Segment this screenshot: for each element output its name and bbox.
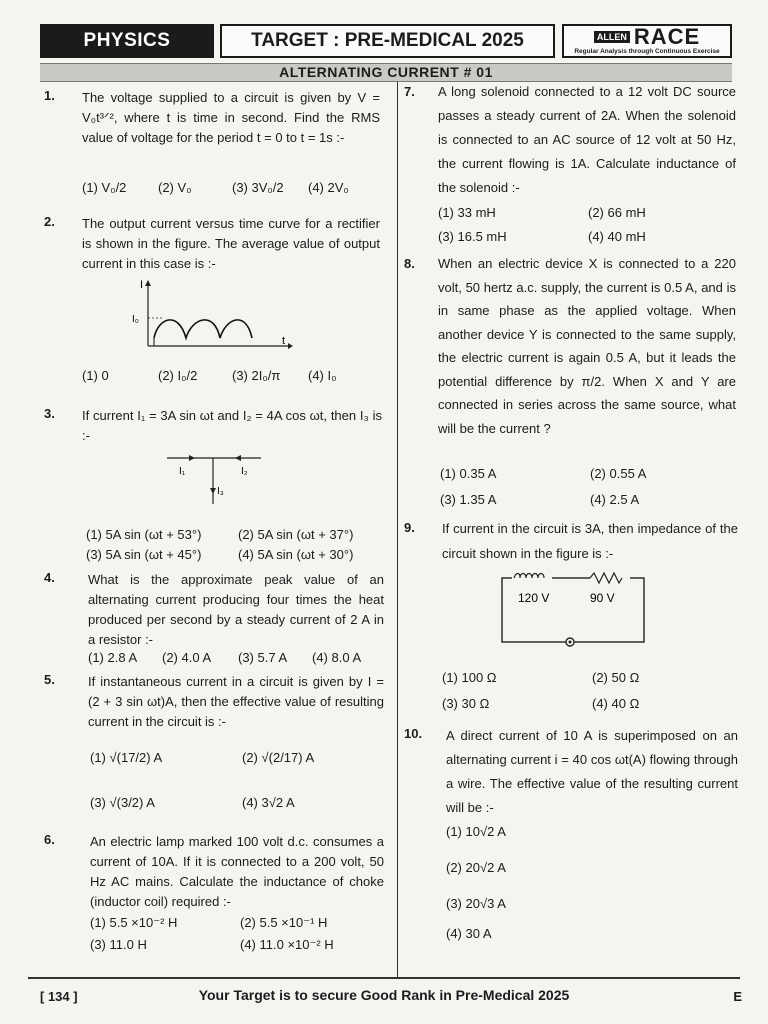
axis-label-t: t: [282, 335, 286, 347]
options: [438, 205, 738, 249]
option[interactable]: (2) 0.55 A: [590, 466, 647, 481]
label-i3: I₃: [217, 486, 224, 497]
question-number: 10.: [404, 726, 423, 741]
label-i2: I₂: [241, 466, 248, 477]
question-text: A long solenoid connected to a 12 volt DC source passes a steady current of 2A. When the solenoid is connected to an AC source of 12 volt at 50 Hz, the current flowing is 1A. Calculate inductance of the solenoid :-: [438, 84, 736, 195]
option[interactable]: (1) V₀/2: [82, 180, 127, 195]
options: [440, 466, 740, 510]
junction-diagram: [165, 448, 265, 508]
footer-divider: [28, 977, 740, 979]
question-text: If current in the circuit is 3A, then impedance of the circuit shown in the figure is :-: [442, 521, 738, 561]
options: [446, 824, 646, 944]
option[interactable]: (1) 0.35 A: [440, 466, 497, 481]
inductor-voltage: 120 V: [518, 591, 550, 605]
options: [82, 178, 382, 204]
option[interactable]: (2) 5A sin (ωt + 37°): [238, 527, 354, 542]
option[interactable]: (3) 1.35 A: [440, 492, 497, 507]
option[interactable]: (2) 66 mH: [588, 205, 646, 220]
option[interactable]: (1) 10√2 A: [446, 824, 506, 839]
option[interactable]: (1) 33 mH: [438, 205, 496, 220]
race-wordmark: RACE: [633, 24, 701, 49]
options: [88, 650, 388, 670]
option[interactable]: (3) 5A sin (ωt + 45°): [86, 547, 202, 562]
level-label: I₀: [132, 314, 139, 325]
question-number: 6.: [44, 832, 55, 847]
subject-label: PHYSICS: [40, 24, 214, 58]
option[interactable]: (4) 2V₀: [308, 180, 349, 195]
option[interactable]: (4) I₀: [308, 368, 337, 383]
question-text: If current I₁ = 3A sin ωt and I₂ = 4A cos ωt, then I₃ is :-: [82, 408, 382, 443]
footer-motto: Your Target is to secure Good Rank in Pre-Medical 2025: [198, 987, 570, 1003]
question-text: The output current versus time curve for a rectifier is shown in the figure. The average value of output current in this case is :-: [82, 216, 380, 271]
page-number: [ 134 ]: [40, 989, 78, 1004]
target-title: TARGET : PRE-MEDICAL 2025: [220, 24, 555, 58]
option[interactable]: (2) 5.5 ×10⁻¹ H: [240, 915, 328, 930]
option[interactable]: (3) 30 Ω: [442, 696, 490, 711]
question-number: 3.: [44, 406, 55, 421]
option[interactable]: (4) 40 Ω: [592, 696, 640, 711]
option[interactable]: (4) 30 A: [446, 926, 492, 941]
option[interactable]: (3) 3V₀/2: [232, 180, 284, 195]
question-text: What is the approximate peak value of an alternating current producing four times the heat produced per second by a steady current of 2 A in a resistor :-: [88, 572, 384, 647]
option[interactable]: (2) √(2/17) A: [242, 750, 315, 765]
option[interactable]: (1) √(17/2) A: [90, 750, 163, 765]
axis-label-i: I: [140, 279, 144, 291]
brand-tagline: Regular Analysis through Continuous Exercise: [574, 48, 720, 55]
brand-logo: [562, 24, 732, 58]
resistor-voltage: 90 V: [590, 591, 615, 605]
option[interactable]: (1) 2.8 A: [88, 650, 138, 665]
option[interactable]: (2) 4.0 A: [162, 650, 212, 665]
question-text: A direct current of 10 A is superimposed on an alternating current i = 40 cos ωt(A) flowing through a wire. The effective value of the resulting current will be :-: [446, 728, 738, 815]
option[interactable]: (4) 2.5 A: [590, 492, 640, 507]
option[interactable]: (4) 5A sin (ωt + 30°): [238, 547, 354, 562]
option[interactable]: (4) 11.0 ×10⁻² H: [240, 937, 334, 952]
question-number: 4.: [44, 570, 55, 585]
rectifier-graph: [130, 278, 295, 358]
label-i1: I₁: [179, 466, 186, 477]
question-text: The voltage supplied to a circuit is given by V = V₀t³ᐟ², where t is time in second. Find the RMS value of voltage for the period t = 0 to t = 1s :-: [82, 90, 380, 145]
options: [90, 740, 390, 820]
question-text: An electric lamp marked 100 volt d.c. consumes a current of 10A. If it is connected to a 200 volt, 50 Hz AC mains. Calculate the inductance of choke (inductor coil) required :-: [90, 834, 384, 909]
options: [82, 368, 382, 394]
option[interactable]: (2) 20√2 A: [446, 860, 506, 875]
chapter-title: ALTERNATING CURRENT # 01: [40, 63, 732, 82]
question-number: 8.: [404, 256, 415, 271]
option[interactable]: (2) 50 Ω: [592, 670, 640, 685]
option[interactable]: (3) 5.7 A: [238, 650, 288, 665]
option[interactable]: (2) V₀: [158, 180, 192, 195]
option[interactable]: (3) 16.5 mH: [438, 229, 507, 244]
option[interactable]: (1) 0: [82, 368, 109, 383]
options: [86, 527, 386, 567]
option[interactable]: (1) 5A sin (ωt + 53°): [86, 527, 202, 542]
lr-circuit-diagram: [498, 570, 648, 650]
question-text: When an electric device X is connected to a 220 volt, 50 hertz a.c. supply, the current is 0.5 A, and is in same phase as the applied voltage. When another device Y is connected to the same supply, the electric current is again 0.5 A, but it leads the potential difference by π/2. When X and Y are connected in series across the same source, what will be the current ?: [438, 256, 736, 436]
question-text: If instantaneous current in a circuit is given by I = (2 + 3 sin ωt)A, then the effective value of resulting current in the circuit is :-: [88, 674, 384, 729]
allen-logo: ALLEN: [594, 31, 630, 43]
option[interactable]: (1) 100 Ω: [442, 670, 497, 685]
edition-mark: E: [733, 989, 742, 1004]
option[interactable]: (3) 2I₀/π: [232, 368, 281, 383]
column-divider: [397, 82, 398, 977]
option[interactable]: (4) 40 mH: [588, 229, 646, 244]
option[interactable]: (4) 8.0 A: [312, 650, 362, 665]
question-number: 9.: [404, 520, 415, 535]
option[interactable]: (2) I₀/2: [158, 368, 198, 383]
option[interactable]: (4) 3√2 A: [242, 795, 295, 810]
option[interactable]: (1) 5.5 ×10⁻² H: [90, 915, 178, 930]
question-number: 1.: [44, 88, 55, 103]
options: [90, 915, 390, 957]
question-number: 7.: [404, 84, 415, 99]
question-number: 5.: [44, 672, 55, 687]
option[interactable]: (3) 20√3 A: [446, 896, 506, 911]
question-number: 2.: [44, 214, 55, 229]
option[interactable]: (3) √(3/2) A: [90, 795, 155, 810]
option[interactable]: (3) 11.0 H: [90, 937, 147, 952]
options: [442, 670, 742, 714]
